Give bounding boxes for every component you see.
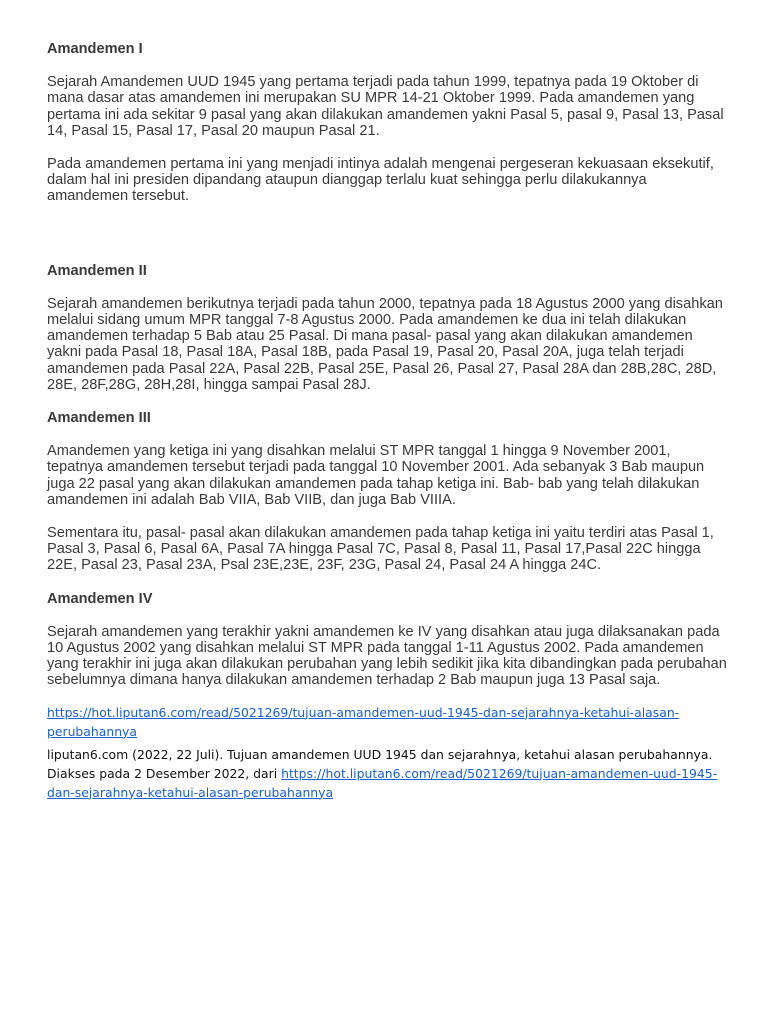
paragraph-amandemen-1-b: Pada amandemen pertama ini yang menjadi intinya adalah mengenai pergeseran kekuasaan eksekutif, dalam hal ini presiden dipandang ataupun dianggap terlalu kuat sehingga perlu dilakukannya amandemen tersebut.: [47, 156, 714, 205]
paragraph-amandemen-4: Sejarah amandemen yang terakhir yakni amandemen ke IV yang disahkan atau juga dilaksanakan pada 10 Agustus 2002 yang disahkan melalui ST MPR pada tanggal 1-11 Agustus 2002. Pada amandemen yang terakhir ini juga akan dilakukan perubahan yang lebih sedikit jika kita dibandingkan pada perubahan sebelumnya dimana hanya dilakukan amandemen terhadap 2 Bab maupun juga 13 Pasal saja.: [47, 623, 727, 689]
citation: [47, 745, 727, 802]
document-page: [47, 41, 727, 802]
citation-text: liputan6.com (2022, 22 Juli). Tujuan amandemen UUD 1945 dan sejarahnya, ketahui alasan perubahannya. Diakses pada 2 Desember 2022, dari: [47, 746, 713, 781]
reference-link-block: [47, 703, 727, 741]
paragraph-amandemen-3-b: Sementara itu, pasal- pasal akan dilakukan amandemen pada tahap ketiga ini yaitu terdiri atas Pasal 1, Pasal 3, Pasal 6, Pasal 6A, Pasal 7A hingga Pasal 7C, Pasal 8, Pasal 11, Pasal 17,Pasal 22C hingga 22E, Pasal 23, Pasal 23A, Psal 23E,23E, 23F, 23G, Pasal 24, Pasal 24 A hingga 24C.: [47, 525, 714, 574]
citation-link[interactable]: https://hot.liputan6.com/read/5021269/tujuan-amandemen-uud-1945-dan-sejarahnya-ketahui-alasan-perubahannya: [47, 765, 718, 800]
section-heading-amandemen-4: Amandemen IV: [47, 590, 153, 607]
source-link[interactable]: https://hot.liputan6.com/read/5021269/tujuan-amandemen-uud-1945-dan-sejarahnya-ketahui-alasan-perubahannya: [47, 704, 680, 739]
paragraph-amandemen-1-a: Sejarah Amandemen UUD 1945 yang pertama terjadi pada tahun 1999, tepatnya pada 19 Oktober di mana dasar atas amandemen ini merupakan SU MPR 14-21 Oktober 1999. Pada amandemen yang pertama ini ada sekitar 9 pasal yang akan dilakukan amandemen yakni Pasal 5, pasal 9, Pasal 13, Pasal 14, Pasal 15, Pasal 17, Pasal 20 maupun Pasal 21.: [47, 74, 724, 139]
paragraph-amandemen-3-a: Amandemen yang ketiga ini yang disahkan melalui ST MPR tanggal 1 hingga 9 November 2001, tepatnya amandemen tersebut terjadi pada tanggal 10 November 2001. Ada sebanyak 3 Bab maupun juga 22 pasal yang akan dilakukan amandemen pada tahap ketiga ini. Bab- bab yang telah dilakukan amandemen ini adalah Bab VIIA, Bab VIIB, dan juga Bab VIIIA.: [47, 443, 705, 508]
section-heading-amandemen-1: Amandemen I: [47, 41, 143, 57]
section-heading-amandemen-2: Amandemen II: [47, 262, 147, 279]
references: [47, 703, 727, 802]
paragraph-amandemen-2: Sejarah amandemen berikutnya terjadi pada tahun 2000, tepatnya pada 18 Agustus 2000 yang disahkan melalui sidang umum MPR tanggal 7-8 Agustus 2000. Pada amandemen ke dua ini telah dilakukan amandemen terhadap 5 Bab atau 25 Pasal. Di mana pasal- pasal yang akan dilakukan amandemen yakni pada Pasal 18, Pasal 18A, Pasal 18B, pada Pasal 19, Pasal 20, Pasal 20A, juga telah terjadi amandemen pada Pasal 22A, Pasal 22B, Pasal 25E, Pasal 26, Pasal 27, Pasal 28A dan 28B,28C, 28D, 28E, 28F,28G, 28H,28I, hingga sampai Pasal 28J.: [47, 295, 723, 393]
section-heading-amandemen-3: Amandemen III: [47, 410, 151, 427]
